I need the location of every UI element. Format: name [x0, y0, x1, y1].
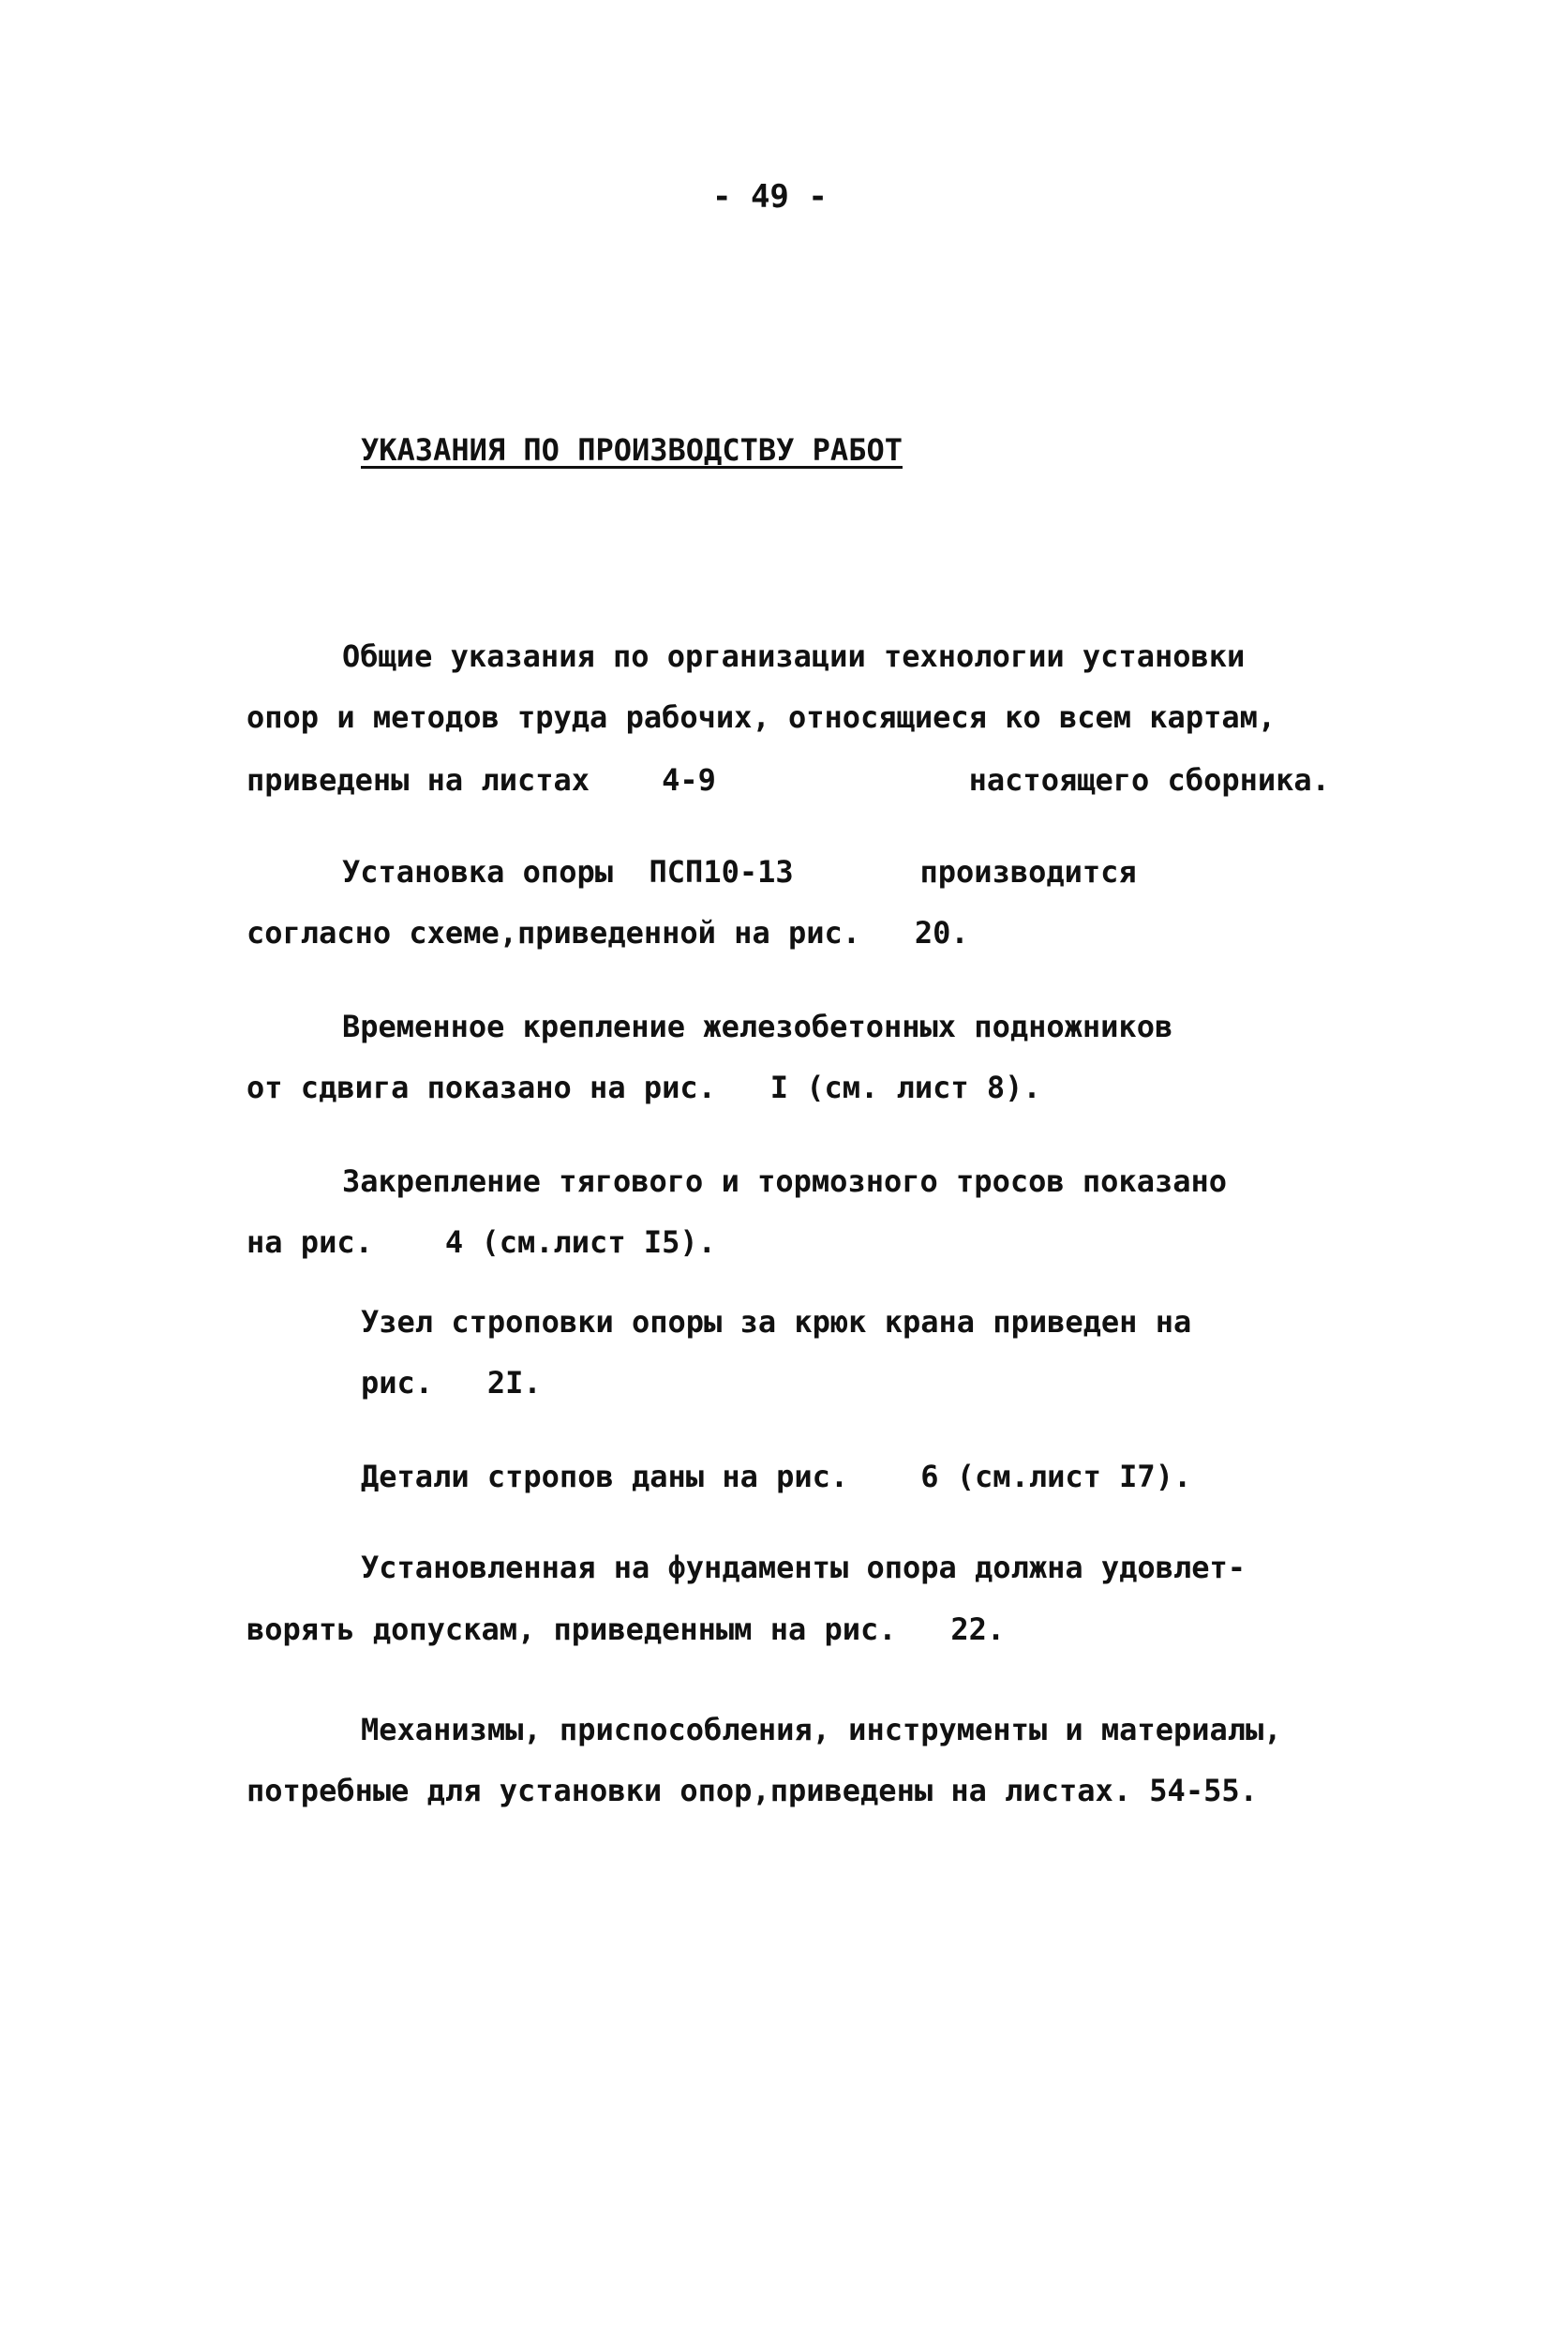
- page-number: - 49 -: [712, 178, 828, 216]
- paragraph-line: рис. 2I.: [361, 1365, 542, 1401]
- section-heading: УКАЗАНИЯ ПО ПРОИЗВОДСТВУ РАБОТ: [361, 432, 903, 468]
- paragraph-line: Общие указания по организации технологии установки: [342, 638, 1246, 674]
- paragraph-line: на рис. 4 (см.лист I5).: [246, 1224, 716, 1260]
- paragraph-line: опор и методов труда рабочих, относящиеся ко всем картам,: [246, 699, 1277, 735]
- paragraph-line: Детали стропов даны на рис. 6 (см.лист I7).: [361, 1459, 1192, 1494]
- paragraph-line: Узел строповки опоры за крюк крана приведен на: [361, 1304, 1192, 1340]
- paragraph-line: Установка опоры ПСП10-13 производится: [342, 854, 1137, 890]
- paragraph-line: приведены на листах 4-9 настоящего сборника.: [246, 762, 1330, 798]
- paragraph-line: согласно схеме,приведенной на рис. 20.: [246, 915, 969, 951]
- paragraph-line: Временное крепление железобетонных подножников: [342, 1009, 1173, 1044]
- paragraph-line: от сдвига показано на рис. I (см. лист 8).: [246, 1070, 1041, 1105]
- paragraph-line: Установленная на фундаменты опора должна удовлет-: [361, 1550, 1247, 1585]
- paragraph-line: ворять допускам, приведенным на рис. 22.: [246, 1611, 1006, 1647]
- paragraph-line: Закрепление тягового и тормозного тросов показано: [342, 1163, 1228, 1199]
- paragraph-line: Механизмы, приспособления, инструменты и материалы,: [361, 1712, 1282, 1747]
- paragraph-line: потребные для установки опор,приведены на листах. 54-55.: [246, 1773, 1258, 1808]
